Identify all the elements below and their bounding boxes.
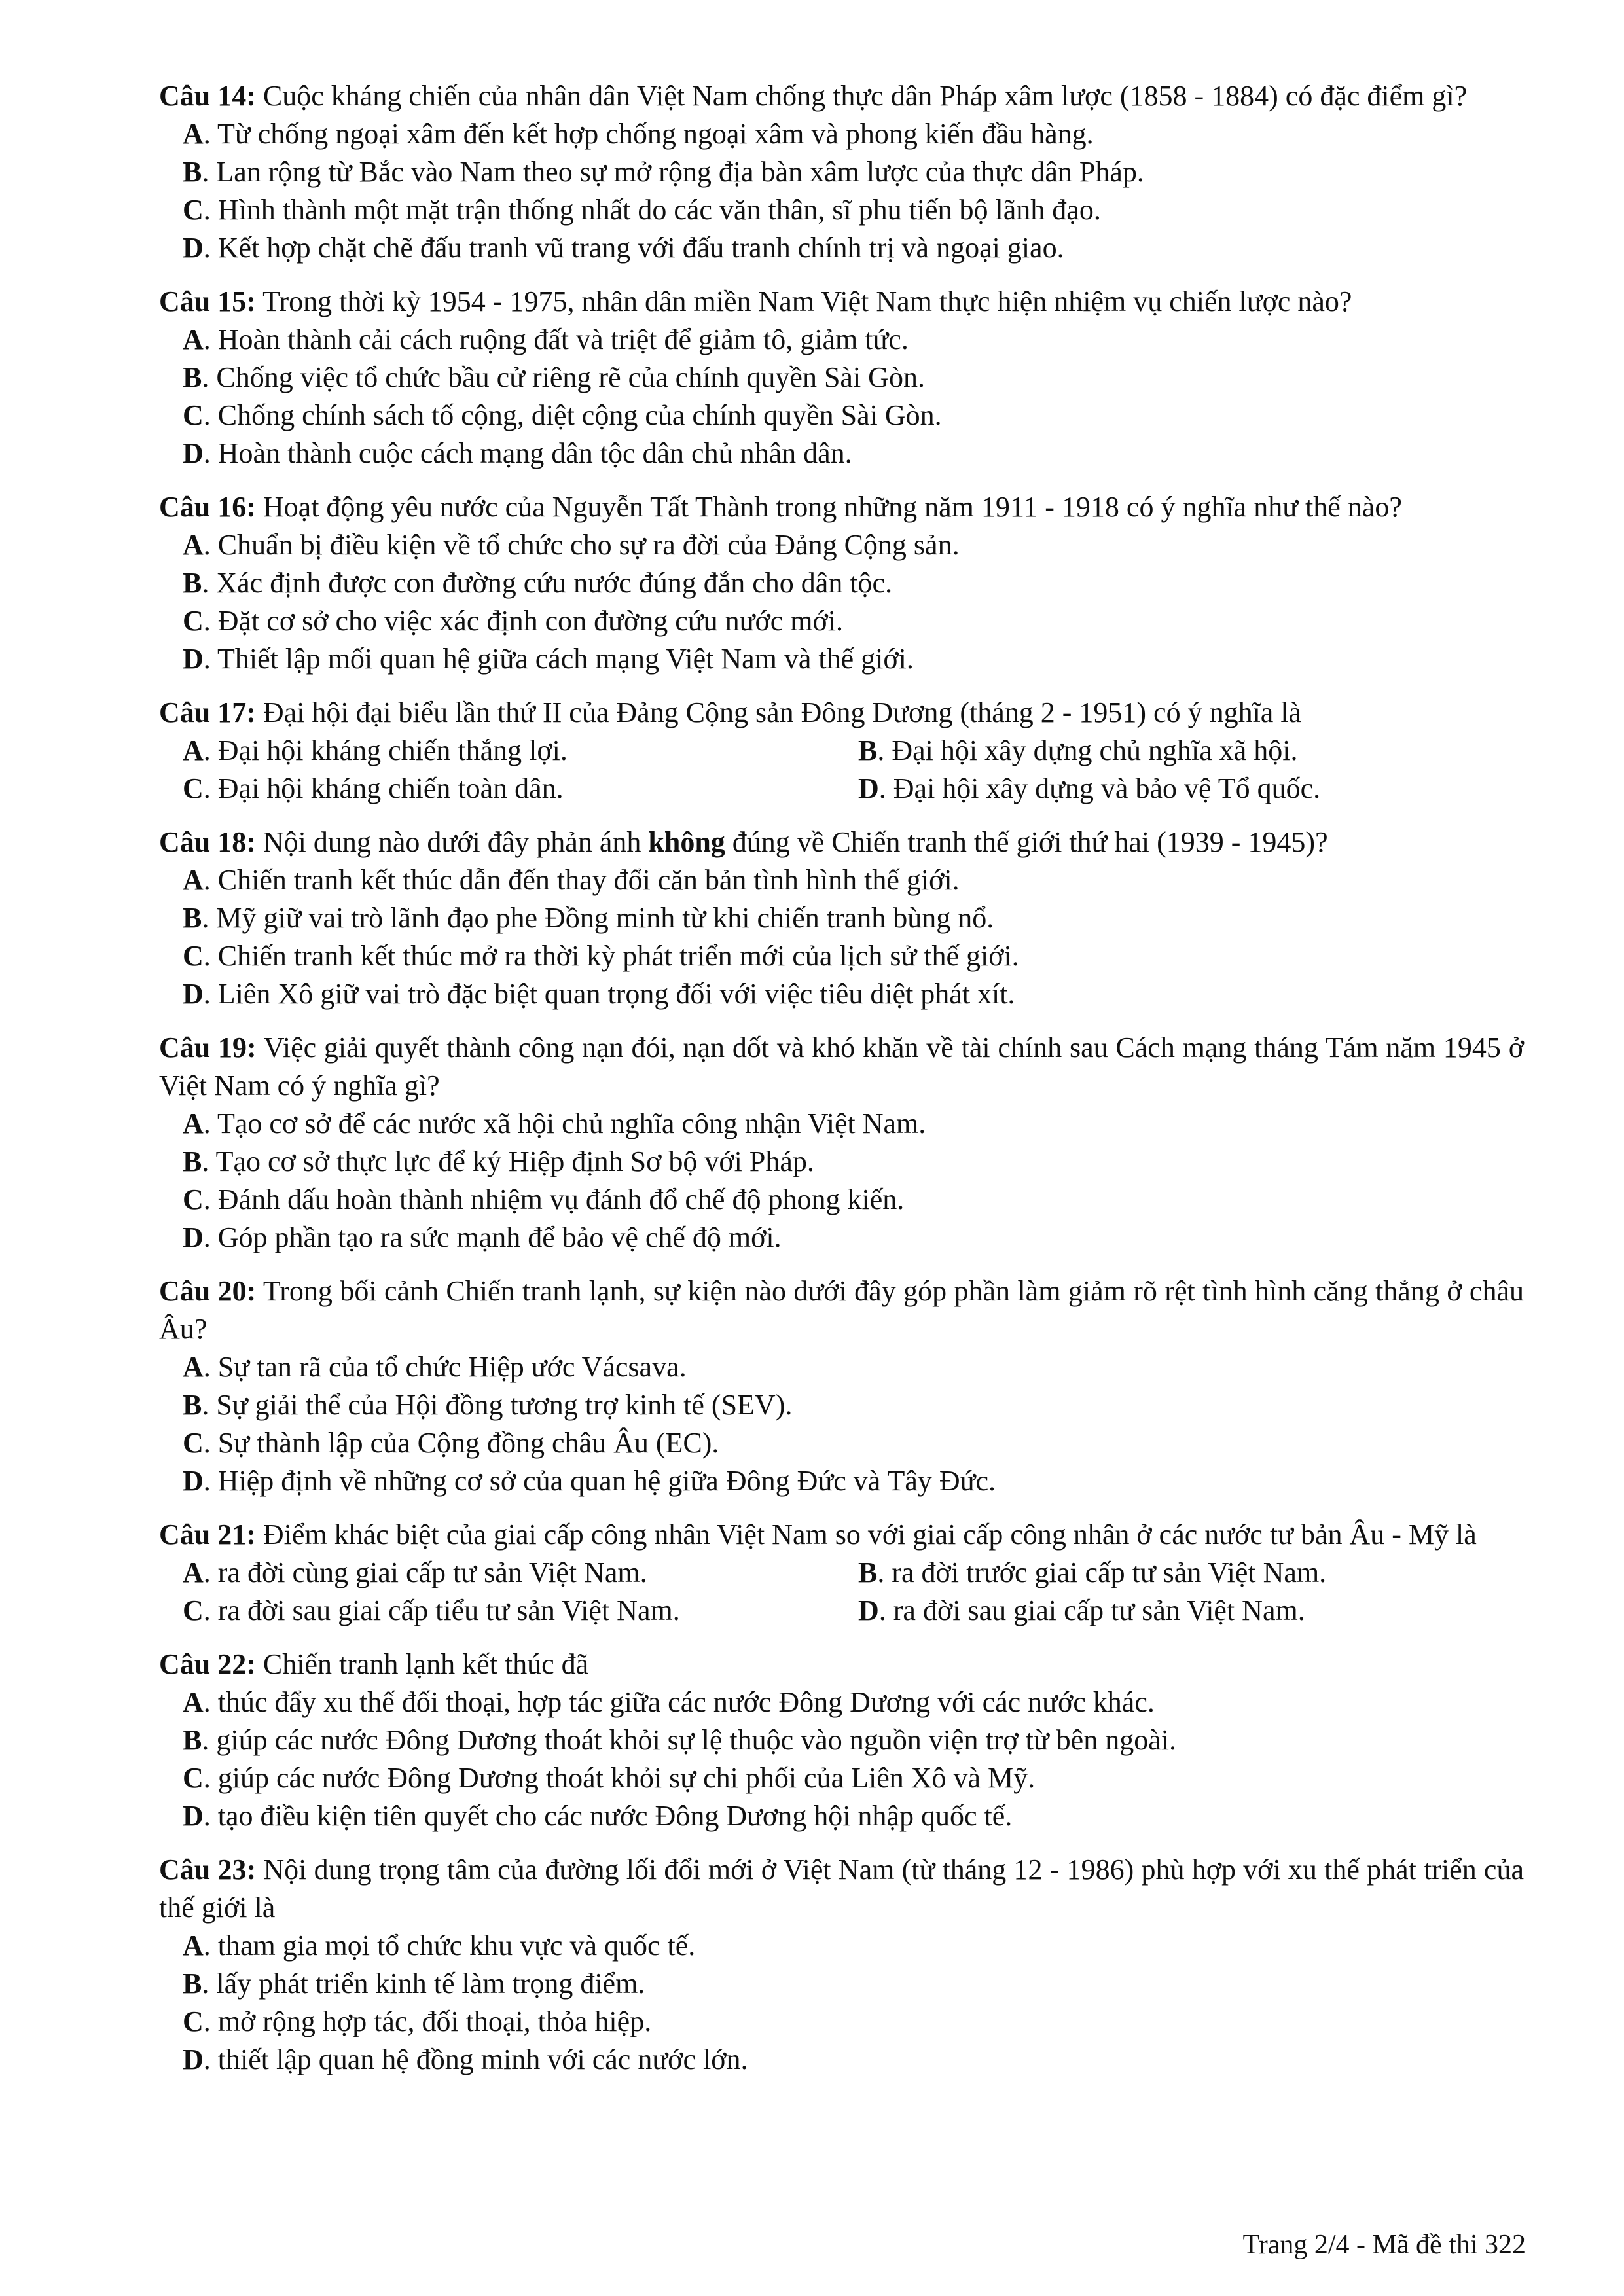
question-label: Câu 21: (159, 1518, 256, 1551)
exam-page (159, 77, 1524, 2094)
question-label: Câu 19: (159, 1031, 257, 1064)
question-text: Đại hội đại biểu lần thứ II của Đảng Cộng sản Đông Dương (tháng 2 - 1951) có ý nghĩa là (255, 696, 1302, 728)
option-c: C. Sự thành lập của Cộng đồng châu Âu (EC). (183, 1427, 719, 1459)
question-text: Chiến tranh lạnh kết thúc đã (255, 1648, 589, 1680)
question-19 (159, 1029, 1524, 1257)
option-a: A. ra đời cùng giai cấp tư sản Việt Nam. (183, 1556, 647, 1588)
question-20 (159, 1272, 1524, 1500)
option-d: D. ra đời sau giai cấp tư sản Việt Nam. (858, 1594, 1305, 1626)
option-d: D. Đại hội xây dựng và bảo vệ Tổ quốc. (858, 772, 1321, 804)
option-b: B. Xác định được con đường cứu nước đúng đắn cho dân tộc. (183, 567, 893, 599)
option-a: A. Chuẩn bị điều kiện về tổ chức cho sự ra đời của Đảng Cộng sản. (183, 529, 960, 561)
question-text: Cuộc kháng chiến của nhân dân Việt Nam chống thực dân Pháp xâm lược (1858 - 1884) có đặc điểm gì? (255, 80, 1468, 112)
question-stem (159, 1272, 1524, 1348)
option-a: A. Chiến tranh kết thúc dẫn đến thay đổi căn bản tình hình thế giới. (183, 864, 960, 896)
question-18 (159, 823, 1524, 1013)
question-label: Câu 23: (159, 1854, 257, 1886)
option-d: D. Liên Xô giữ vai trò đặc biệt quan trọng đối với việc tiêu diệt phát xít. (183, 978, 1015, 1010)
option-d: D. Góp phần tạo ra sức mạnh để bảo vệ chế độ mới. (183, 1221, 782, 1253)
question-stem (159, 823, 1524, 861)
option-row (159, 1592, 1524, 1630)
option-b: B. Tạo cơ sở thực lực để ký Hiệp định Sơ bộ với Pháp. (183, 1145, 814, 1177)
question-21 (159, 1516, 1524, 1630)
option-d: D. Thiết lập mối quan hệ giữa cách mạng Việt Nam và thế giới. (183, 643, 914, 675)
question-text: đúng về Chiến tranh thế giới thứ hai (1939 - 1945)? (725, 826, 1328, 858)
question-label: Câu 18: (159, 826, 256, 858)
question-text: Hoạt động yêu nước của Nguyễn Tất Thành trong những năm 1911 - 1918 có ý nghĩa như thế nào? (255, 491, 1402, 523)
question-text: Trong thời kỳ 1954 - 1975, nhân dân miền Nam Việt Nam thực hiện nhiệm vụ chiến lược nào? (255, 285, 1352, 317)
question-15 (159, 283, 1524, 473)
question-17 (159, 694, 1524, 808)
question-stem (159, 1851, 1524, 1927)
question-stem (159, 77, 1524, 115)
question-stem (159, 1645, 1524, 1683)
question-22 (159, 1645, 1524, 1835)
option-c: C. ra đời sau giai cấp tiểu tư sản Việt Nam. (183, 1594, 680, 1626)
option-a: A. Sự tan rã của tổ chức Hiệp ước Vácsava. (183, 1351, 687, 1383)
question-label: Câu 16: (159, 491, 256, 523)
option-b: B. lấy phát triển kinh tế làm trọng điểm. (183, 1967, 645, 2000)
option-d: D. thiết lập quan hệ đồng minh với các nước lớn. (183, 2043, 748, 2075)
question-label: Câu 15: (159, 285, 256, 317)
option-c: C. Đặt cơ sở cho việc xác định con đường cứu nước mới. (183, 605, 843, 637)
option-b: B. Chống việc tổ chức bầu cử riêng rẽ của chính quyền Sài Gòn. (183, 361, 925, 393)
option-c: C. Chống chính sách tố cộng, diệt cộng của chính quyền Sài Gòn. (183, 399, 942, 431)
option-c: C. Đại hội kháng chiến toàn dân. (183, 772, 564, 804)
option-b: B. Đại hội xây dựng chủ nghĩa xã hội. (858, 734, 1298, 766)
option-a: A. Đại hội kháng chiến thắng lợi. (183, 734, 568, 766)
option-a: A. thúc đẩy xu thế đối thoại, hợp tác giữa các nước Đông Dương với các nước khác. (183, 1686, 1155, 1718)
option-b: B. Mỹ giữ vai trò lãnh đạo phe Đồng minh từ khi chiến tranh bùng nổ. (183, 902, 994, 934)
option-b: B. Lan rộng từ Bắc vào Nam theo sự mở rộng địa bàn xâm lược của thực dân Pháp. (183, 156, 1144, 188)
option-row (159, 732, 1524, 770)
option-c: C. Đánh dấu hoàn thành nhiệm vụ đánh đổ chế độ phong kiến. (183, 1183, 905, 1215)
option-b: B. ra đời trước giai cấp tư sản Việt Nam. (858, 1556, 1327, 1588)
option-c: C. mở rộng hợp tác, đối thoại, thỏa hiệp. (183, 2005, 652, 2037)
option-d: D. tạo điều kiện tiên quyết cho các nước Đông Dương hội nhập quốc tế. (183, 1800, 1013, 1832)
emphasis-word: không (648, 826, 725, 858)
option-c: C. giúp các nước Đông Dương thoát khỏi sự chi phối của Liên Xô và Mỹ. (183, 1762, 1036, 1794)
option-a: A. Hoàn thành cải cách ruộng đất và triệt để giảm tô, giảm tức. (183, 323, 909, 355)
question-16 (159, 488, 1524, 678)
question-stem (159, 283, 1524, 321)
option-b: B. giúp các nước Đông Dương thoát khỏi sự lệ thuộc vào nguồn viện trợ từ bên ngoài. (183, 1724, 1176, 1756)
question-stem (159, 1029, 1524, 1105)
question-stem (159, 694, 1524, 732)
question-stem (159, 1516, 1524, 1554)
option-c: C. Chiến tranh kết thúc mở ra thời kỳ phát triển mới của lịch sử thế giới. (183, 940, 1019, 972)
question-stem (159, 488, 1524, 526)
question-23 (159, 1851, 1524, 2079)
option-a: A. Tạo cơ sở để các nước xã hội chủ nghĩa công nhận Việt Nam. (183, 1107, 926, 1139)
option-d: D. Hiệp định về những cơ sở của quan hệ giữa Đông Đức và Tây Đức. (183, 1465, 996, 1497)
option-row (159, 1554, 1524, 1592)
question-text: Nội dung trọng tâm của đường lối đổi mới ở Việt Nam (từ tháng 12 - 1986) phù hợp với xu thế phát triển của thế giới là (159, 1854, 1524, 1924)
option-a: A. tham gia mọi tổ chức khu vực và quốc tế. (183, 1929, 696, 1962)
question-label: Câu 20: (159, 1275, 257, 1307)
option-d: D. Hoàn thành cuộc cách mạng dân tộc dân chủ nhân dân. (183, 437, 852, 469)
question-label: Câu 22: (159, 1648, 256, 1680)
option-row (159, 770, 1524, 808)
question-label: Câu 14: (159, 80, 256, 112)
question-text: Trong bối cảnh Chiến tranh lạnh, sự kiện nào dưới đây góp phần làm giảm rõ rệt tình hình căng thẳng ở châu Âu? (159, 1275, 1524, 1345)
question-label: Câu 17: (159, 696, 256, 728)
question-text: Nội dung nào dưới đây phản ánh (255, 826, 649, 858)
question-14 (159, 77, 1524, 267)
option-b: B. Sự giải thể của Hội đồng tương trợ kinh tế (SEV). (183, 1389, 793, 1421)
question-text: Việc giải quyết thành công nạn đói, nạn dốt và khó khăn về tài chính sau Cách mạng tháng Tám năm 1945 ở Việt Nam có ý nghĩa gì? (159, 1031, 1524, 1102)
option-c: C. Hình thành một mặt trận thống nhất do các văn thân, sĩ phu tiến bộ lãnh đạo. (183, 194, 1101, 226)
option-d: D. Kết hợp chặt chẽ đấu tranh vũ trang với đấu tranh chính trị và ngoại giao. (183, 232, 1064, 264)
question-text: Điểm khác biệt của giai cấp công nhân Việt Nam so với giai cấp công nhân ở các nước tư bản Âu - Mỹ là (255, 1518, 1477, 1551)
option-a: A. Từ chống ngoại xâm đến kết hợp chống ngoại xâm và phong kiến đầu hàng. (183, 118, 1094, 150)
page-footer: Trang 2/4 - Mã đề thi 322 (1242, 2230, 1526, 2260)
